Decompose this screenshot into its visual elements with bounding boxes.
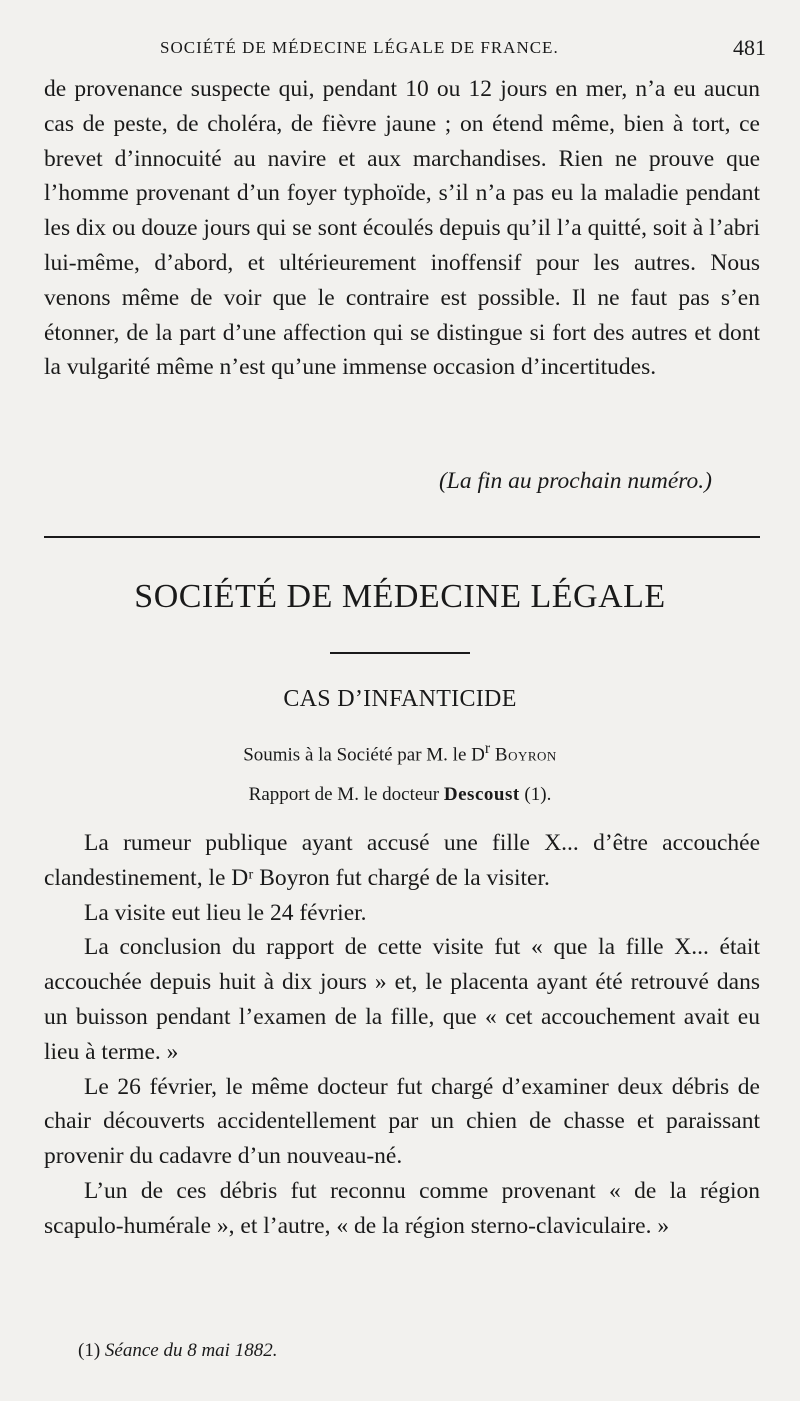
- submitted-prefix: Soumis à la Société par M. le D: [243, 744, 485, 766]
- report-prefix: Rapport de M. le docteur: [248, 784, 440, 805]
- section-divider: [44, 536, 760, 538]
- body-paragraph-1: La rumeur publique ayant accusé une fille X... d’être accouchée clandestinement, le Dʳ Boyron fut chargé de la visiter.: [44, 830, 760, 891]
- body-paragraph-3: La conclusion du rapport de cette visite fut « que la fille X... était accouchée depuis huit à dix jours » et, le placenta ayant été retrouvé dans un buisson pendant l’examen de la fille, que « cet accouchement avait eu lieu à terme. »: [44, 934, 760, 1065]
- footnote-text: Séance du 8 mai 1882.: [104, 1340, 278, 1361]
- section-title: SOCIÉTÉ DE MÉDECINE LÉGALE: [134, 578, 666, 615]
- page-number: 481: [733, 35, 766, 60]
- to-be-continued-note: (La fin au prochain numéro.): [438, 468, 712, 494]
- case-title: CAS D’INFANTICIDE: [283, 686, 517, 712]
- running-header: [0, 35, 800, 62]
- body-text: [44, 826, 760, 1244]
- continuation-text: [44, 72, 760, 385]
- footnote: [78, 1340, 277, 1362]
- running-title: SOCIÉTÉ DE MÉDECINE LÉGALE DE FRANCE.: [160, 38, 559, 57]
- body-paragraph-4: Le 26 février, le même docteur fut chargé d’examiner deux débris de chair découverts accidentellement par un chien de chasse et paraissant provenir du cadavre d’un nouveau-né.: [44, 1073, 760, 1170]
- title-underline: [330, 652, 470, 654]
- footnote-marker: (1): [78, 1340, 101, 1361]
- body-paragraph-5: L’un de ces débris fut reconnu comme provenant « de la région scapulo-humérale », et l’autre, « de la région sterno-claviculaire. »: [44, 1177, 760, 1239]
- report-author: Descoust: [443, 784, 520, 805]
- body-paragraph-2: La visite eut lieu le 24 février.: [84, 899, 367, 926]
- report-footnote-ref: (1).: [524, 784, 552, 805]
- report-line: [0, 784, 800, 806]
- continuation-paragraph: de provenance suspecte qui, pendant 10 ou 12 jours en mer, n’a eu aucun cas de peste, de choléra, de fièvre jaune ; on étend même, bien à tort, ce brevet d’innocuité au navire et aux marchandises. Rien ne prouve que l’homme provenant d’un foyer typhoïde, s’il n’a pas eu la maladie pendant les dix ou douze jours qui se sont écoulés depuis qu’il l’a quitté, soit à l’abri lui-même, d’abord, et ultérieurement inoffensif pour les autres. Nous venons même de voir que le contraire est possible. Il ne faut pas s’en étonner, de la part d’une affection qui se distingue si fort des autres et dont la vulgarité même n’est qu’une immense occasion d’incertitudes.: [44, 76, 760, 381]
- submitted-sup: r: [484, 740, 491, 757]
- submitted-name: Boyron: [494, 744, 557, 766]
- submitted-line: [0, 740, 800, 766]
